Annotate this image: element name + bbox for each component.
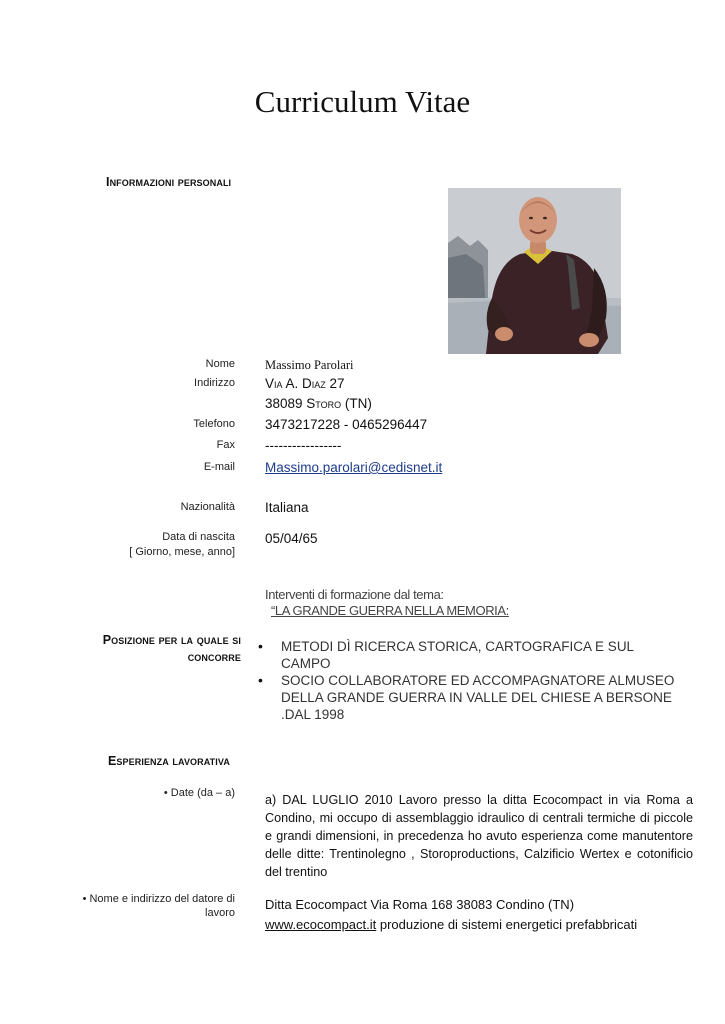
section-heading-personal-text: Informazioni personali [106, 175, 232, 189]
bullet-2-line2: DELLA GRANDE GUERRA IN VALLE DEL CHIESE A BERSONE [281, 690, 672, 705]
section-heading-experience: Esperienza lavorativa [108, 754, 230, 768]
bullet-1-line1: • METODI DÌ RICERCA STORICA, CARTOGRAFICA E SUL [281, 639, 635, 654]
value-address-line1: Via A. Diaz 27 [265, 376, 345, 391]
bullet-1-line2: CAMPO [281, 656, 331, 671]
value-name: Massimo Parolari [265, 358, 354, 372]
position-intro: Interventi di formazione dal tema: [265, 587, 444, 602]
employer-website-line [265, 915, 637, 935]
experience-description: a) DAL LUGLIO 2010 Lavoro presso la ditta Ecocompact in via Roma a Condino, mi occupo di assemblaggio idraulico di centrali termiche di piccole e grandi dimensioni, in precedenza ho avuto esperienza come manutentore delle ditte: Trentinolegno , Storoproductions, Calzificio Wertex e cotonificio del trentino [265, 793, 693, 879]
value-nationality: Italiana [265, 500, 309, 515]
employer-website-link[interactable]: www.ecocompact.it [265, 917, 377, 932]
employer-name-address: Ditta Ecocompact Via Roma 168 38083 Condino (TN) [265, 897, 575, 912]
section-heading-position-line1: Posizione per la quale si [102, 633, 241, 647]
section-heading-personal [106, 175, 231, 189]
value-fax: ----------------- [265, 438, 342, 453]
label-name: Nome [205, 358, 235, 370]
label-employer-line1: • Nome e indirizzo del datore di [82, 893, 235, 905]
list-item [265, 672, 705, 723]
label-email: E-mail [203, 461, 235, 473]
profile-photo-image [448, 188, 621, 354]
label-address: Indirizzo [194, 377, 235, 389]
label-nationality: Nazionalità [180, 501, 235, 513]
page-title: Curriculum Vitae [254, 84, 471, 119]
value-birthdate: 05/04/65 [265, 531, 318, 546]
bullet-2-line1: • SOCIO COLLABORATORE ED ACCOMPAGNATORE ALMUSEO [281, 673, 675, 688]
section-heading-position-line2: concorre [187, 650, 241, 664]
list-item [265, 638, 705, 672]
employer-website-description: produzione di sistemi energetici prefabbricati [376, 917, 638, 932]
position-bullet-list [265, 638, 705, 723]
label-phone: Telefono [193, 418, 235, 430]
label-dates: • Date (da – a) [163, 787, 235, 799]
email-link[interactable]: Massimo.parolari@cedisnet.it [265, 460, 443, 475]
label-employer-line2: lavoro [205, 907, 235, 919]
section-heading-position [103, 632, 241, 666]
label-birthdate-hint: [ Giorno, mese, anno] [129, 546, 235, 558]
value-address-line2: 38089 Storo (TN) [265, 396, 372, 411]
bullet-2-line3: .DAL 1998 [281, 707, 345, 722]
position-theme: “LA GRANDE GUERRA NELLA MEMORIA: [271, 603, 509, 618]
profile-photo [448, 188, 621, 354]
label-fax: Fax [216, 439, 235, 451]
value-phone: 3473217228 - 0465296447 [265, 417, 428, 432]
label-birthdate: Data di nascita [162, 531, 235, 543]
